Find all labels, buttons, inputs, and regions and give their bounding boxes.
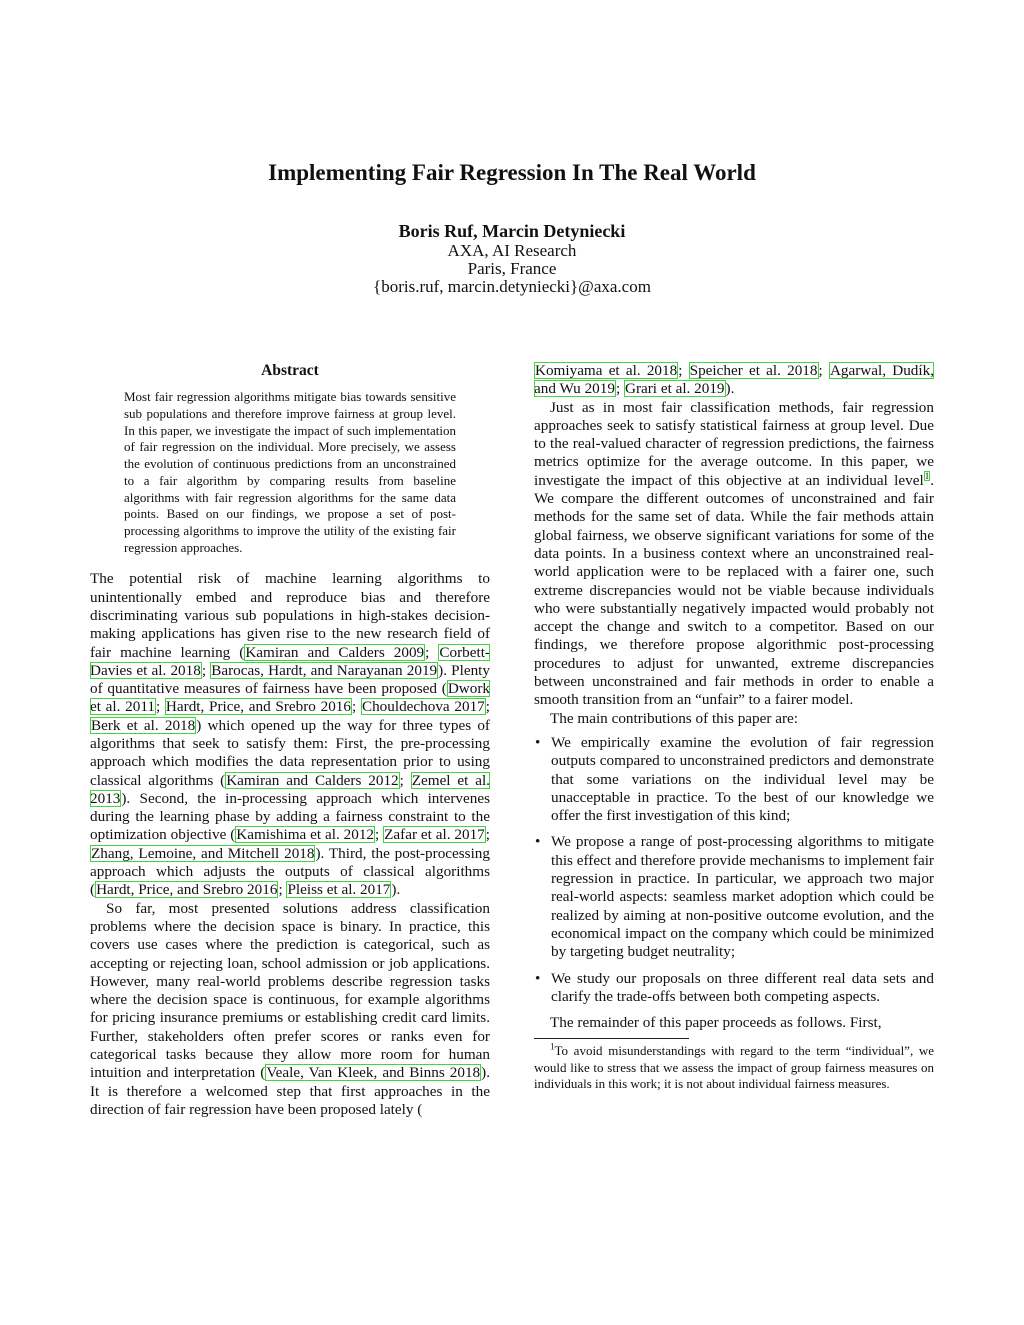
footnote-text: To avoid misunderstandings with regard to the term “individual”, we would like to stress that we assess the impact of group fairness measures on individuals in this work; it is not about individual fairness measures. (534, 1043, 934, 1092)
intro-paragraph-2-continued: Komiyama et al. 2018; Speicher et al. 2018; Agarwal, Dudík, and Wu 2019; Grari et al. 2019). (534, 362, 934, 398)
list-item: • We empirically examine the evolution of fair regression outputs compared to unconstrained predictors and demonstrate that some variations on the individual level may be unacceptable in practice. To the best of our knowledge we offer the first investigation of this kind; (534, 734, 934, 825)
remainder-paragraph: The remainder of this paper proceeds as follows. First, (550, 1014, 882, 1032)
author-email: {boris.ruf, marcin.detyniecki}@axa.com (373, 277, 651, 296)
intro-paragraph-1: The potential risk of machine learning algorithms to unintentionally embed and reproduce bias and therefore discriminating various sub populations in high-stakes decision-making applications has given rise to the new research field of fair machine learning (Kamiran and Calders 2009; Corbett-Davies et al. 2018; Barocas, Hardt, and Narayanan 2019). Plenty of quantitative measures of fairness have been proposed (Dwork et al. 2011; Hardt, Price, and Srebro 2016; Chouldechova 2017; Berk et al. 2018) which opened up the way for three types of algorithms that seek to satisfy them: First, the pre-processing approach which modifies the data representation prior to using classical algorithms (Kamiran and Calders 2012; Zemel et al. 2013). Second, the in-processing approach which intervenes during the learning phase by adding a fairness constraint to the optimization objective (Kamishima et al. 2012; Zafar et al. 2017; Zhang, Lemoine, and Mitchell 2018). Third, the post-processing approach which adjusts the outputs of classical algorithms (Hardt, Price, and Srebro 2016; Pleiss et al. 2017). (90, 570, 490, 899)
author-affiliation: AXA, AI Research (447, 241, 577, 260)
citation-link[interactable]: Kamishima et al. 2012 (236, 826, 375, 844)
intro-paragraph-3: Just as in most fair classification methods, fair regression approaches seek to satisfy statistical fairness at group level. Due to the real-valued character of regression predictions, the fairness metrics optimize for the average outcome. In this paper, we investigate the impact of this objective at an individual level$^1$. We compare the different outcomes of unconstrained and fair methods for the same set of data. While the fair methods attain global fairness, we observe significant variations for some of the data points. In a business context where an unconstrained real-world application were to be replaced with a fairer one, such extreme discrepancies would not be viable because individuals who were substantially negatively impacted would probably not accept the change and switch to a competitor. Based on our findings, we therefore propose algorithmic post-processing procedures to adjust for unwanted, extreme discrepancies between unconstrained and fair methods in order to enable a smooth transition from an “unfair” to a fairer model. (534, 398, 934, 709)
citation-link[interactable]: Veale, Van Kleek, and Binns 2018 (266, 1064, 481, 1082)
citation-link[interactable]: Zafar et al. 2017 (384, 826, 485, 844)
abstract-body: Most fair regression algorithms mitigate bias towards sensitive sub populations and therefore improve fairness at group level. In this paper, we investigate the impact of such implementation of fair regression on the individual. More precisely, we assess the evolution of continuous predictions from an unconstrained to a fair algorithm by comparing results from baseline algorithms with fair regression algorithms for the same data points. Based on our findings, we propose a set of post-processing algorithms to improve the utility of the existing fair regression approaches. (124, 389, 456, 555)
author-block (0, 222, 1024, 296)
citation-link[interactable]: Komiyama et al. 2018 (535, 362, 678, 379)
abstract-heading: Abstract (261, 362, 319, 379)
citation-link[interactable]: Pleiss et al. 2017 (287, 881, 391, 899)
right-column (534, 362, 934, 1093)
citation-link[interactable]: Kamiran and Calders 2012 (226, 771, 399, 789)
footnote-marker-link[interactable]: 1 (924, 470, 930, 481)
author-location: Paris, France (467, 259, 557, 278)
citation-link[interactable]: Speicher et al. 2018 (689, 362, 818, 379)
intro-paragraph-2: So far, most presented solutions address classification problems where the decision space is binary. In practice, this covers use cases where the prediction is categorical, such as accepting or rejecting loan, school admission or job applications. However, many real-world problems describe regression tasks where the decision space is continuous, for example algorithms for pricing insurance premiums or establishing credit card limits. Further, stakeholders often prefer scores or ranks even for categorical tasks because they allow more room for human intuition and interpretation (Veale, Van Kleek, and Binns 2018). It is therefore a welcomed step that first approaches in the direction of fair regression have been proposed lately ( (90, 899, 490, 1118)
footnote-mark: 1 (550, 1042, 555, 1053)
contributions-intro: The main contributions of this paper are: (550, 709, 798, 727)
citation-link[interactable]: Hardt, Price, and Srebro 2016 (96, 881, 278, 899)
list-item: • We propose a range of post-processing algorithms to mitigate this effect and therefore provide mechanisms to implement fair regression in practice. In particular, we approach two major real-world aspects: seamless market adoption which could be realized by aiming at non-positive outcome evolution, and the economical impact on the company which could be minimized by targeting budget neutrality; (534, 833, 934, 961)
citation-link[interactable]: Barocas, Hardt, and Narayanan 2019 (211, 661, 438, 679)
citation-link[interactable]: Zemel et al. 2013 (90, 771, 490, 807)
citation-link[interactable]: Chouldechova 2017 (361, 698, 485, 716)
citation-link[interactable]: Zhang, Lemoine, and Mitchell 2018 (91, 844, 315, 862)
citation-link[interactable]: Grari et al. 2019 (624, 380, 725, 398)
left-column (90, 362, 490, 1119)
citation-link[interactable]: Corbett-Davies et al. 2018 (90, 643, 490, 679)
footnote (534, 1043, 934, 1093)
list-item: • We study our proposals on three different real data sets and clarify the trade-offs between both competing aspects. (534, 970, 934, 1007)
citation-link[interactable]: Dwork et al. 2011 (90, 680, 490, 716)
footnote-divider (534, 1038, 689, 1039)
citation-link[interactable]: Agarwal, Dudík, and Wu 2019 (534, 362, 934, 398)
citation-link[interactable]: Berk et al. 2018 (91, 716, 196, 734)
paper-title: Implementing Fair Regression In The Real World (268, 160, 756, 185)
citation-link[interactable]: Hardt, Price, and Srebro 2016 (165, 698, 351, 716)
contributions-list (534, 734, 934, 1006)
author-names: Boris Ruf, Marcin Detyniecki (398, 221, 626, 241)
citation-link[interactable]: Kamiran and Calders 2009 (245, 643, 425, 661)
